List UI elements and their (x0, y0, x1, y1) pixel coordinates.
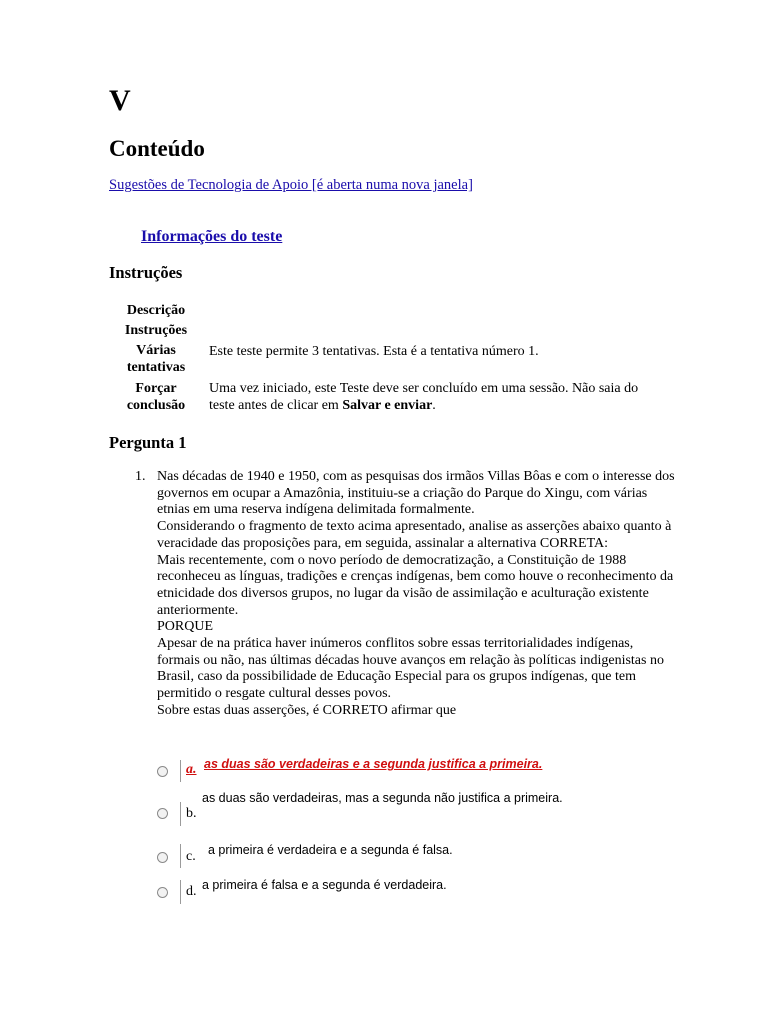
save-submit-emphasis: Salvar e enviar (342, 398, 433, 413)
option-d-divider (180, 880, 181, 904)
force-completion-text: Uma vez iniciado, este Teste deve ser concluído em uma sessão. Não saia do teste antes de clicar em (209, 381, 639, 413)
test-info-link[interactable]: Informações do teste (141, 228, 283, 245)
label-line-1: Várias (136, 343, 176, 358)
question-prompt: Sobre estas duas asserções, é CORRETO afirmar que (157, 702, 457, 718)
assistive-technology-link[interactable]: Sugestões de Tecnologia de Apoio [é aberta numa nova janela] (109, 177, 473, 193)
option-d-radio[interactable] (157, 887, 168, 898)
option-d-text[interactable]: a primeira é falsa e a segunda é verdadeira. (202, 878, 447, 892)
option-b-text[interactable]: as duas são verdadeiras, mas a segunda não justifica a primeira. (202, 791, 563, 805)
value-force-completion (209, 380, 659, 414)
label-instructions: Instruções (124, 323, 188, 338)
page-title: Conteúdo (109, 136, 205, 161)
assertion-2: Apesar de na prática haver inúmeros conflitos sobre essas territorialidades indígenas, formais ou não, nas últimas décadas houve avanços em relação às políticas indigenistas no Brasil, caso da possibilidade de Educação Especial para os grupos indígenas, que tem permitido o resgate cultural desses povos. (157, 636, 664, 702)
force-completion-end: . (432, 398, 436, 413)
option-b-divider (180, 802, 181, 826)
question-intro: Nas décadas de 1940 e 1950, com as pesquisas dos irmãos Villas Bôas e com o interesse dos governos em ocupar a Amazônia, instituiu-se a criação do Parque do Xingu, com várias etnias em uma reserva indígena delimitada formalmente. (157, 469, 675, 518)
option-a-letter: a. (186, 762, 197, 777)
label-line-2: conclusão (126, 398, 186, 413)
value-multiple-attempts: Este teste permite 3 tentativas. Esta é a tentativa número 1. (209, 344, 539, 359)
assertion-1: Mais recentemente, com o novo período de democratização, a Constituição de 1988 reconheceu as línguas, tradições e crenças indígenas, bem como houve o reconhecimento da etnicidade dos diversos grupos, no lugar da visão de assimilação e aculturação existente anteriormente. (157, 552, 674, 618)
label-line-1: Forçar (135, 381, 177, 396)
label-description: Descrição (126, 303, 186, 318)
section-letter: V (109, 84, 131, 117)
question-number: 1. (135, 469, 146, 484)
option-a-radio[interactable] (157, 766, 168, 777)
option-b-letter: b. (186, 806, 197, 821)
option-a-divider (180, 760, 181, 782)
assertion-connector: PORQUE (157, 619, 214, 635)
question-heading: Pergunta 1 (109, 433, 187, 452)
label-multiple-attempts (106, 342, 206, 376)
option-c-text[interactable]: a primeira é verdadeira e a segunda é falsa. (208, 843, 453, 857)
instructions-heading: Instruções (109, 263, 183, 282)
option-a-text[interactable]: as duas são verdadeiras e a segunda justifica a primeira. (204, 757, 543, 771)
option-c-divider (180, 844, 181, 868)
option-c-letter: c. (186, 849, 196, 864)
option-d-letter: d. (186, 884, 197, 899)
question-text (157, 469, 677, 720)
question-instruction: Considerando o fragmento de texto acima apresentado, analise as asserções abaixo quanto à veracidade das proposições para, em seguida, assinalar a alternativa CORRETA: (157, 519, 672, 551)
label-line-2: tentativas (126, 360, 186, 375)
option-b-radio[interactable] (157, 808, 168, 819)
option-c-radio[interactable] (157, 852, 168, 863)
label-force-completion (106, 380, 206, 414)
